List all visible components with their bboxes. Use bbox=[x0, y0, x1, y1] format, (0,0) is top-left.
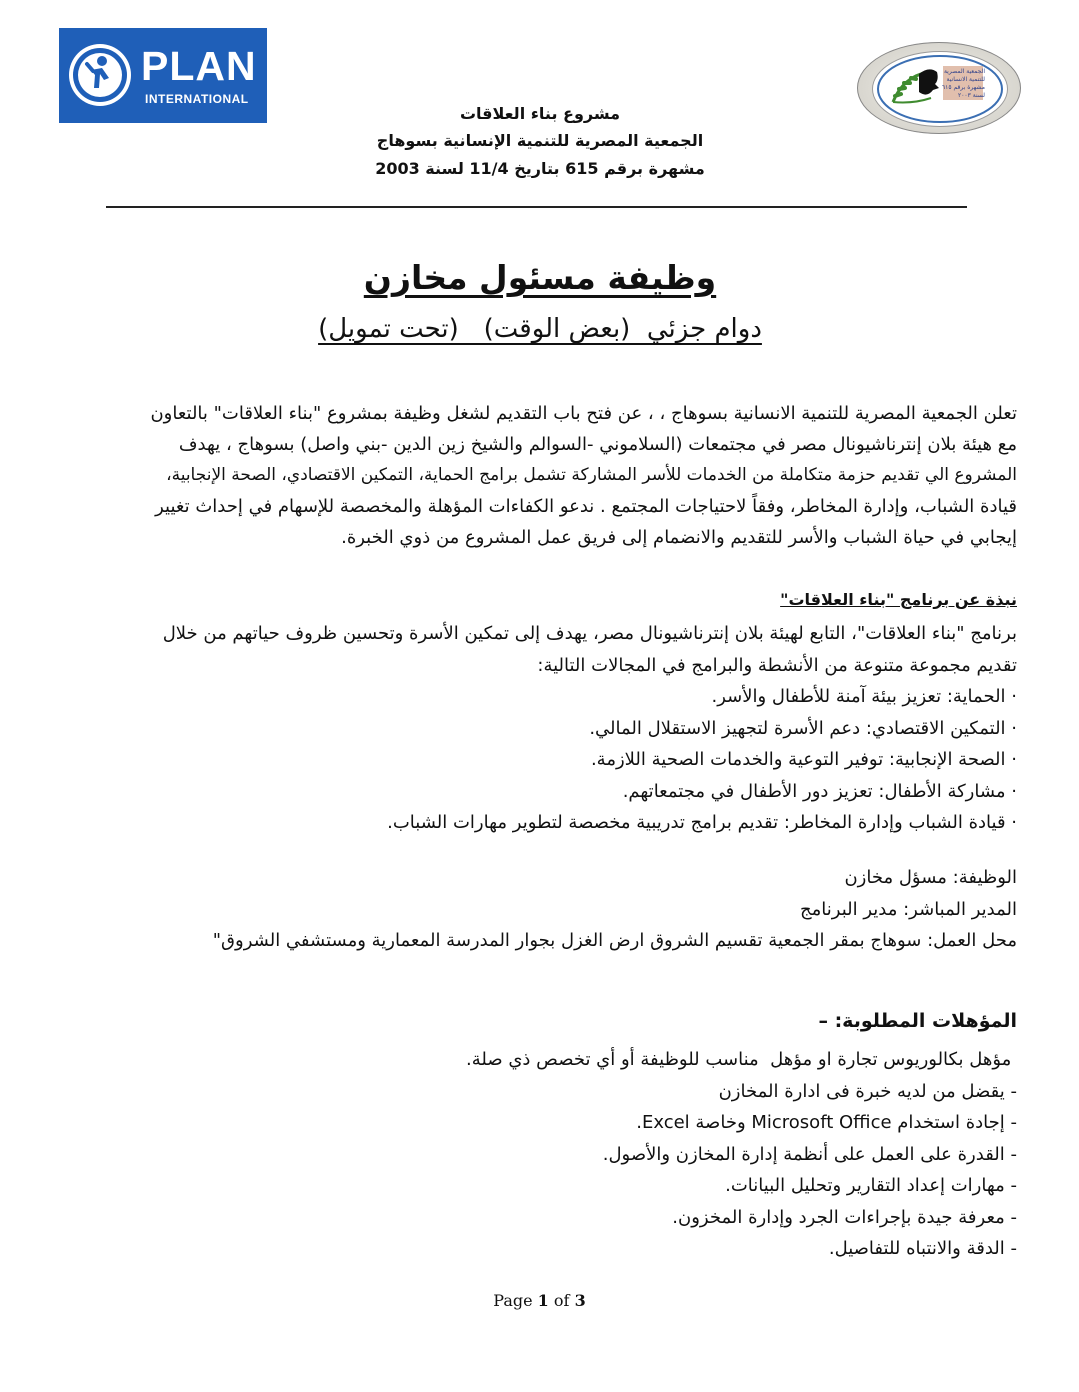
program-line: تقديم مجموعة متنوعة من الأنشطة والبرامج في المجالات التالية: bbox=[537, 654, 1017, 676]
program-section bbox=[55, 618, 1017, 839]
header-project-name: مشروع بناء العلاقات bbox=[459, 104, 621, 123]
page-word: Page bbox=[493, 1291, 533, 1310]
detail-position: الوظيفة: مسؤل مخازن bbox=[844, 867, 1017, 888]
child-figure-icon bbox=[69, 44, 131, 106]
header-registration: مشهرة برقم 615 بتاريخ 11/4 لسنة 2003 bbox=[375, 159, 705, 178]
qualification-item: - معرفة جيدة بإجراءات الجرد وإدارة المخزون. bbox=[672, 1206, 1017, 1228]
intro-line: المشروع الي تقديم حزمة متكاملة من الخدمات للأسر المشاركة تشمل برامج الحماية، التمكين الاقتصادي، الصحة الإنجابية، bbox=[166, 465, 1017, 485]
qualification-item: - القدرة على العمل على أنظمة إدارة المخازن والأصول. bbox=[602, 1143, 1017, 1165]
qualification-item: مؤهل بكالوريوس تجارة او مؤهل مناسب للوظيفة أو أي تخصص ذي صلة. bbox=[466, 1049, 1017, 1070]
job-title: وظيفة مسئول مخازن bbox=[363, 258, 717, 297]
program-bullet: · قيادة الشباب وإدارة المخاطر: تقديم برامج تدريبية مخصصة لتطوير مهارات الشباب. bbox=[387, 812, 1017, 833]
detail-location: محل العمل: سوهاج بمقر الجمعية تقسيم الشروق ارض الغزل بجوار المدرسة المعمارية ومستشفي الشروق" bbox=[212, 930, 1017, 951]
program-heading: نبذة عن برنامج "بناء العلاقات" bbox=[780, 590, 1017, 609]
page-current: 1 bbox=[537, 1291, 549, 1310]
page-footer bbox=[0, 1291, 1079, 1310]
program-bullet: · التمكين الاقتصادي: دعم الأسرة لتجهيز الاستقلال المالي. bbox=[589, 717, 1017, 739]
qualifications-heading: المؤهلات المطلوبة: – bbox=[818, 1010, 1017, 1032]
header-divider bbox=[106, 206, 967, 208]
header-association-name: الجمعية المصرية للتنمية الإنسانية بسوهاج bbox=[376, 131, 704, 150]
seal-text: الجمعية المصرية للتنمية الانسانية مشهرة برقم ٦١٥ لسنة ٢٠٠٣ bbox=[941, 68, 985, 99]
intro-line: مع هيئة بلان إنترناشيونال مصر في مجتمعات (السلاموني -السوالم والشيخ زين الدين -بني واصل) بسوهاج ، يهدف bbox=[178, 434, 1017, 455]
detail-manager: المدير المباشر: مدير البرنامج bbox=[800, 898, 1017, 920]
logo-wordmark: PLAN bbox=[141, 43, 257, 89]
intro-line: قيادة الشباب، وإدارة المخاطر، وفقاً لاحتياجات المجتمع . ندعو الكفاءات المؤهلة والمخصصة للإسهام في إحداث تغيير bbox=[155, 496, 1017, 517]
program-bullet: · مشاركة الأطفال: تعزيز دور الأطفال في مجتمعاتهم. bbox=[622, 780, 1017, 802]
program-bullet: · الصحة الإنجابية: توفير التوعية والخدمات الصحية اللازمة. bbox=[590, 749, 1017, 770]
job-subtitle: دوام جزئي (بعض الوقت) (تحت تمويل) bbox=[318, 314, 762, 344]
of-word: of bbox=[553, 1291, 570, 1310]
qualification-item: - إجادة استخدام Microsoft Office وخاصة Excel. bbox=[636, 1112, 1017, 1133]
job-details bbox=[55, 862, 1017, 957]
intro-line: إيجابي في حياة الشباب والأسر للتقديم والانضمام إلى فريق عمل المشروع من ذوي الخبرة. bbox=[341, 527, 1017, 548]
intro-paragraph bbox=[55, 398, 1017, 553]
intro-line: تعلن الجمعية المصرية للتنمية الانسانية بسوهاج ، ، عن فتح باب التقديم لشغل وظيفة بمشروع "بناء العلاقات" بالتعاون bbox=[150, 403, 1017, 424]
qualification-item: - يقضل من لديه خبرة فى ادارة المخازن bbox=[718, 1080, 1017, 1102]
program-bullet: · الحماية: تعزيز بيئة آمنة للأطفال والأسر. bbox=[711, 686, 1017, 707]
program-line: برنامج "بناء العلاقات"، التابع لهيئة بلان إنترناشيونال مصر، يهدف إلى تمكين الأسرة وتحسين ظروف حياتهم من خلال bbox=[162, 623, 1017, 644]
qualification-item: - الدقة والانتباه للتفاصيل. bbox=[828, 1238, 1017, 1259]
logo-subtitle: INTERNATIONAL bbox=[145, 92, 249, 106]
qualifications-list bbox=[55, 1044, 1017, 1265]
page-total: 3 bbox=[574, 1291, 586, 1310]
association-seal-logo bbox=[857, 42, 1021, 134]
qualification-item: - مهارات إعداد التقارير وتحليل البيانات. bbox=[725, 1175, 1017, 1196]
plan-international-logo bbox=[59, 28, 267, 123]
